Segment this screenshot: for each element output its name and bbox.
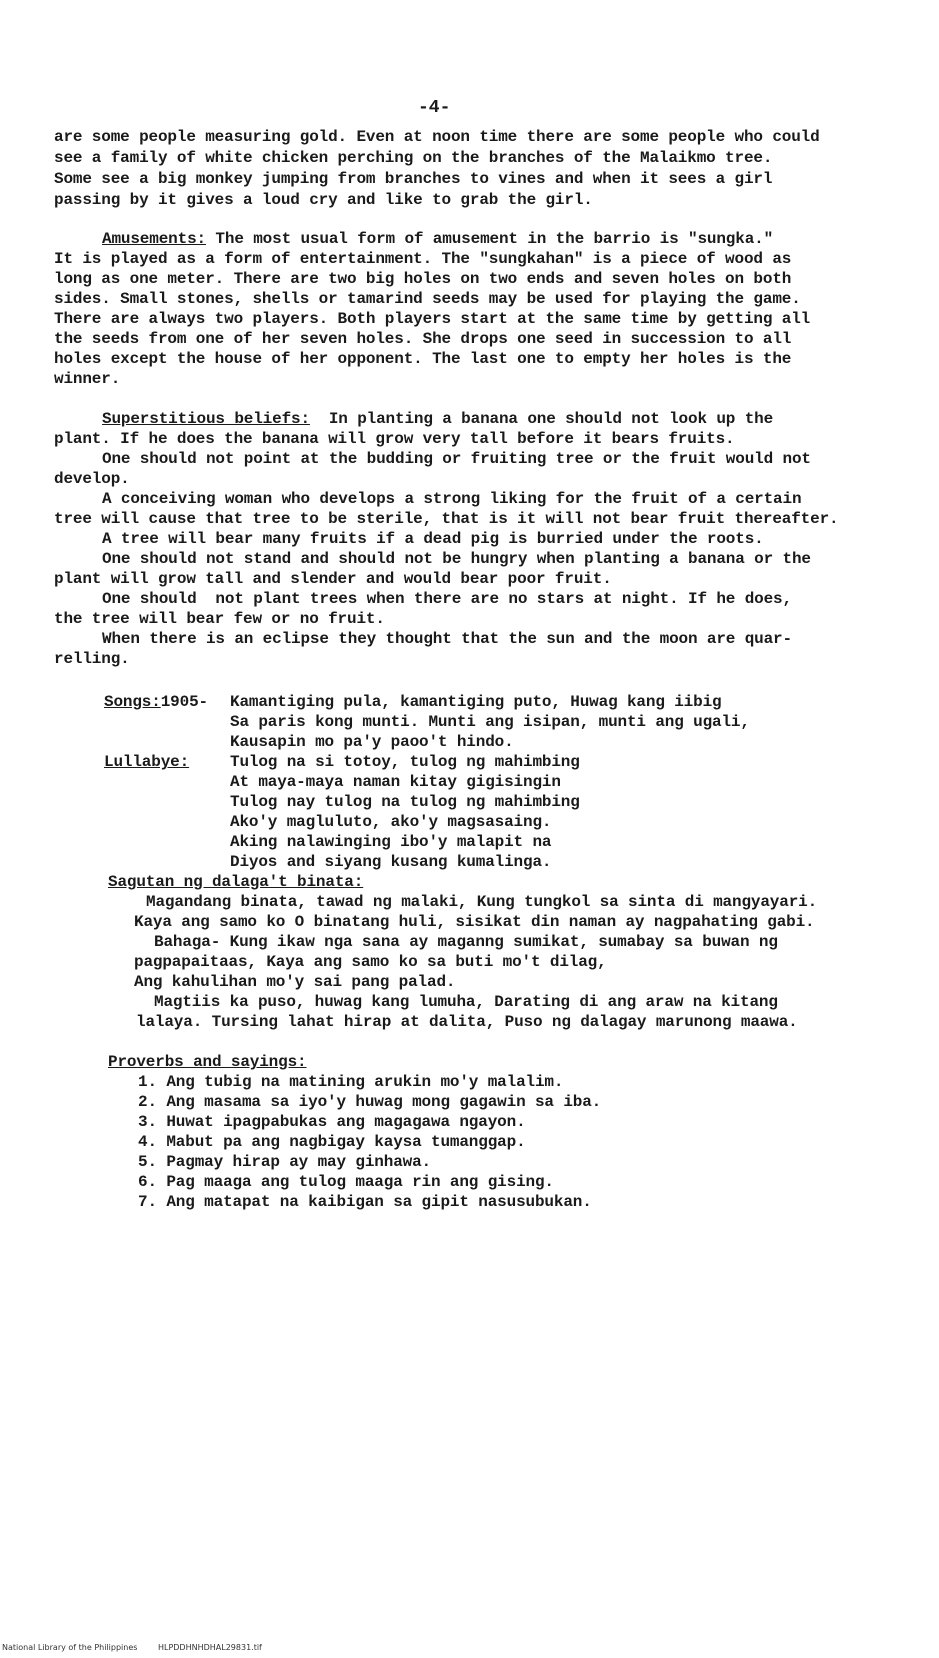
sagutan-line: Bahaga- Kung ikaw nga sana ay maganng sumikat, sumabay sa buwan ng <box>154 933 778 951</box>
text-line: A tree will bear many fruits if a dead pig is burried under the roots. <box>102 530 764 548</box>
text-line: When there is an eclipse they thought that the sun and the moon are quar- <box>102 630 792 648</box>
text-line: are some people measuring gold. Even at noon time there are some people who could <box>54 128 820 146</box>
sagutan-line: lalaya. Tursing lahat hirap at dalita, Puso ng dalagay marunong maawa. <box>136 1013 798 1031</box>
text-line: sides. Small stones, shells or tamarind seeds may be used for playing the game. <box>54 290 801 308</box>
text-line: Some see a big monkey jumping from branches to vines and when it sees a girl <box>54 170 773 188</box>
lullabye-line: Diyos and siyang kusang kumalinga. <box>230 853 552 871</box>
text-line: There are always two players. Both players start at the same time by getting all <box>54 310 811 328</box>
lullabye-line: Tulog na si totoy, tulog ng mahimbing <box>230 753 580 771</box>
superstitions-heading: Superstitious beliefs: <box>102 410 310 428</box>
proverb-item: 1. Ang tubig na matining arukin mo'y malalim. <box>138 1073 564 1091</box>
text-line: In planting a banana one should not look up the <box>309 410 774 428</box>
text-line: the seeds from one of her seven holes. She drops one seed in succession to all <box>54 330 792 348</box>
text-line: One should not stand and should not be hungry when planting a banana or the <box>102 550 811 568</box>
page-number: -4- <box>418 98 451 118</box>
text-line: see a family of white chicken perching on the branches of the Malaikmo tree. <box>54 149 773 167</box>
sagutan-line: Magandang binata, tawad ng malaki, Kung tungkol sa sinta di mangyayari. <box>146 893 818 911</box>
song-line: Kausapin mo pa'y paoo't hindo. <box>230 733 514 751</box>
footer-source: National Library of the Philippines <box>2 1643 138 1652</box>
proverb-item: 4. Mabut pa ang nagbigay kaysa tumanggap. <box>138 1133 526 1151</box>
text-line: plant will grow tall and slender and would bear poor fruit. <box>54 570 612 588</box>
sagutan-line: pagpapaitaas, Kaya ang samo ko sa buti mo't dilag, <box>134 953 607 971</box>
songs-heading: Songs: <box>104 693 161 711</box>
proverb-item: 5. Pagmay hirap ay may ginhawa. <box>138 1153 431 1171</box>
sagutan-line: Ang kahulihan mo'y sai pang palad. <box>134 973 456 991</box>
lullabye-line: Tulog nay tulog na tulog ng mahimbing <box>230 793 580 811</box>
sagutan-line: Magtiis ka puso, huwag kang lumuha, Darating di ang araw na kitang <box>154 993 778 1011</box>
proverb-item: 6. Pag maaga ang tulog maaga rin ang gising. <box>138 1173 554 1191</box>
song-line: Kamantiging pula, kamantiging puto, Huwag kang iibig <box>230 693 722 711</box>
text-line: holes except the house of her opponent. The last one to empty her holes is the <box>54 350 792 368</box>
text-line: long as one meter. There are two big holes on two ends and seven holes on both <box>54 270 792 288</box>
lullabye-line: At maya-maya naman kitay gigisingin <box>230 773 561 791</box>
scan-footer <box>2 1643 280 1652</box>
amusements-paragraph <box>102 230 773 249</box>
proverbs-heading: Proverbs and sayings: <box>108 1053 307 1071</box>
text-line: A conceiving woman who develops a strong liking for the fruit of a certain <box>102 490 802 508</box>
lullabye-heading: Lullabye: <box>104 753 190 771</box>
song-line: Sa paris kong munti. Munti ang isipan, munti ang ugali, <box>230 713 750 731</box>
text-line: passing by it gives a loud cry and like to grab the girl. <box>54 191 593 209</box>
proverb-item: 2. Ang masama sa iyo'y huwag mong gagawin sa iba. <box>138 1093 602 1111</box>
text-line: The most usual form of amusement in the barrio is "sungka." <box>205 230 774 248</box>
text-line: plant. If he does the banana will grow very tall before it bears fruits. <box>54 430 735 448</box>
sagutan-heading: Sagutan ng dalaga't binata: <box>108 873 364 891</box>
proverb-item: 7. Ang matapat na kaibigan sa gipit nasusubukan. <box>138 1193 592 1211</box>
text-line: develop. <box>54 470 130 488</box>
text-line: the tree will bear few or no fruit. <box>54 610 385 628</box>
amusements-heading: Amusements: <box>102 230 206 248</box>
text-line: It is played as a form of entertainment. The "sungkahan" is a piece of wood as <box>54 250 792 268</box>
lullabye-line: Aking nalawinging ibo'y malapit na <box>230 833 552 851</box>
text-line: relling. <box>54 650 130 668</box>
proverb-item: 3. Huwat ipagpabukas ang magagawa ngayon. <box>138 1113 526 1131</box>
text-line: winner. <box>54 370 121 388</box>
footer-file: HLPDDHNHDHAL29831.tif <box>157 1643 262 1652</box>
text-line: tree will cause that tree to be sterile, that is it will not bear fruit thereafter. <box>54 510 839 528</box>
sagutan-line: Kaya ang samo ko O binatang huli, sisikat din naman ay nagpahating gabi. <box>134 913 815 931</box>
text-line: One should not point at the budding or fruiting tree or the fruit would not <box>102 450 811 468</box>
superstitions-paragraph <box>102 410 773 429</box>
songs-year: 1905- <box>160 693 208 711</box>
songs-label <box>104 693 208 712</box>
lullabye-line: Ako'y magluluto, ako'y magsasaing. <box>230 813 552 831</box>
text-line: One should not plant trees when there are no stars at night. If he does, <box>102 590 792 608</box>
